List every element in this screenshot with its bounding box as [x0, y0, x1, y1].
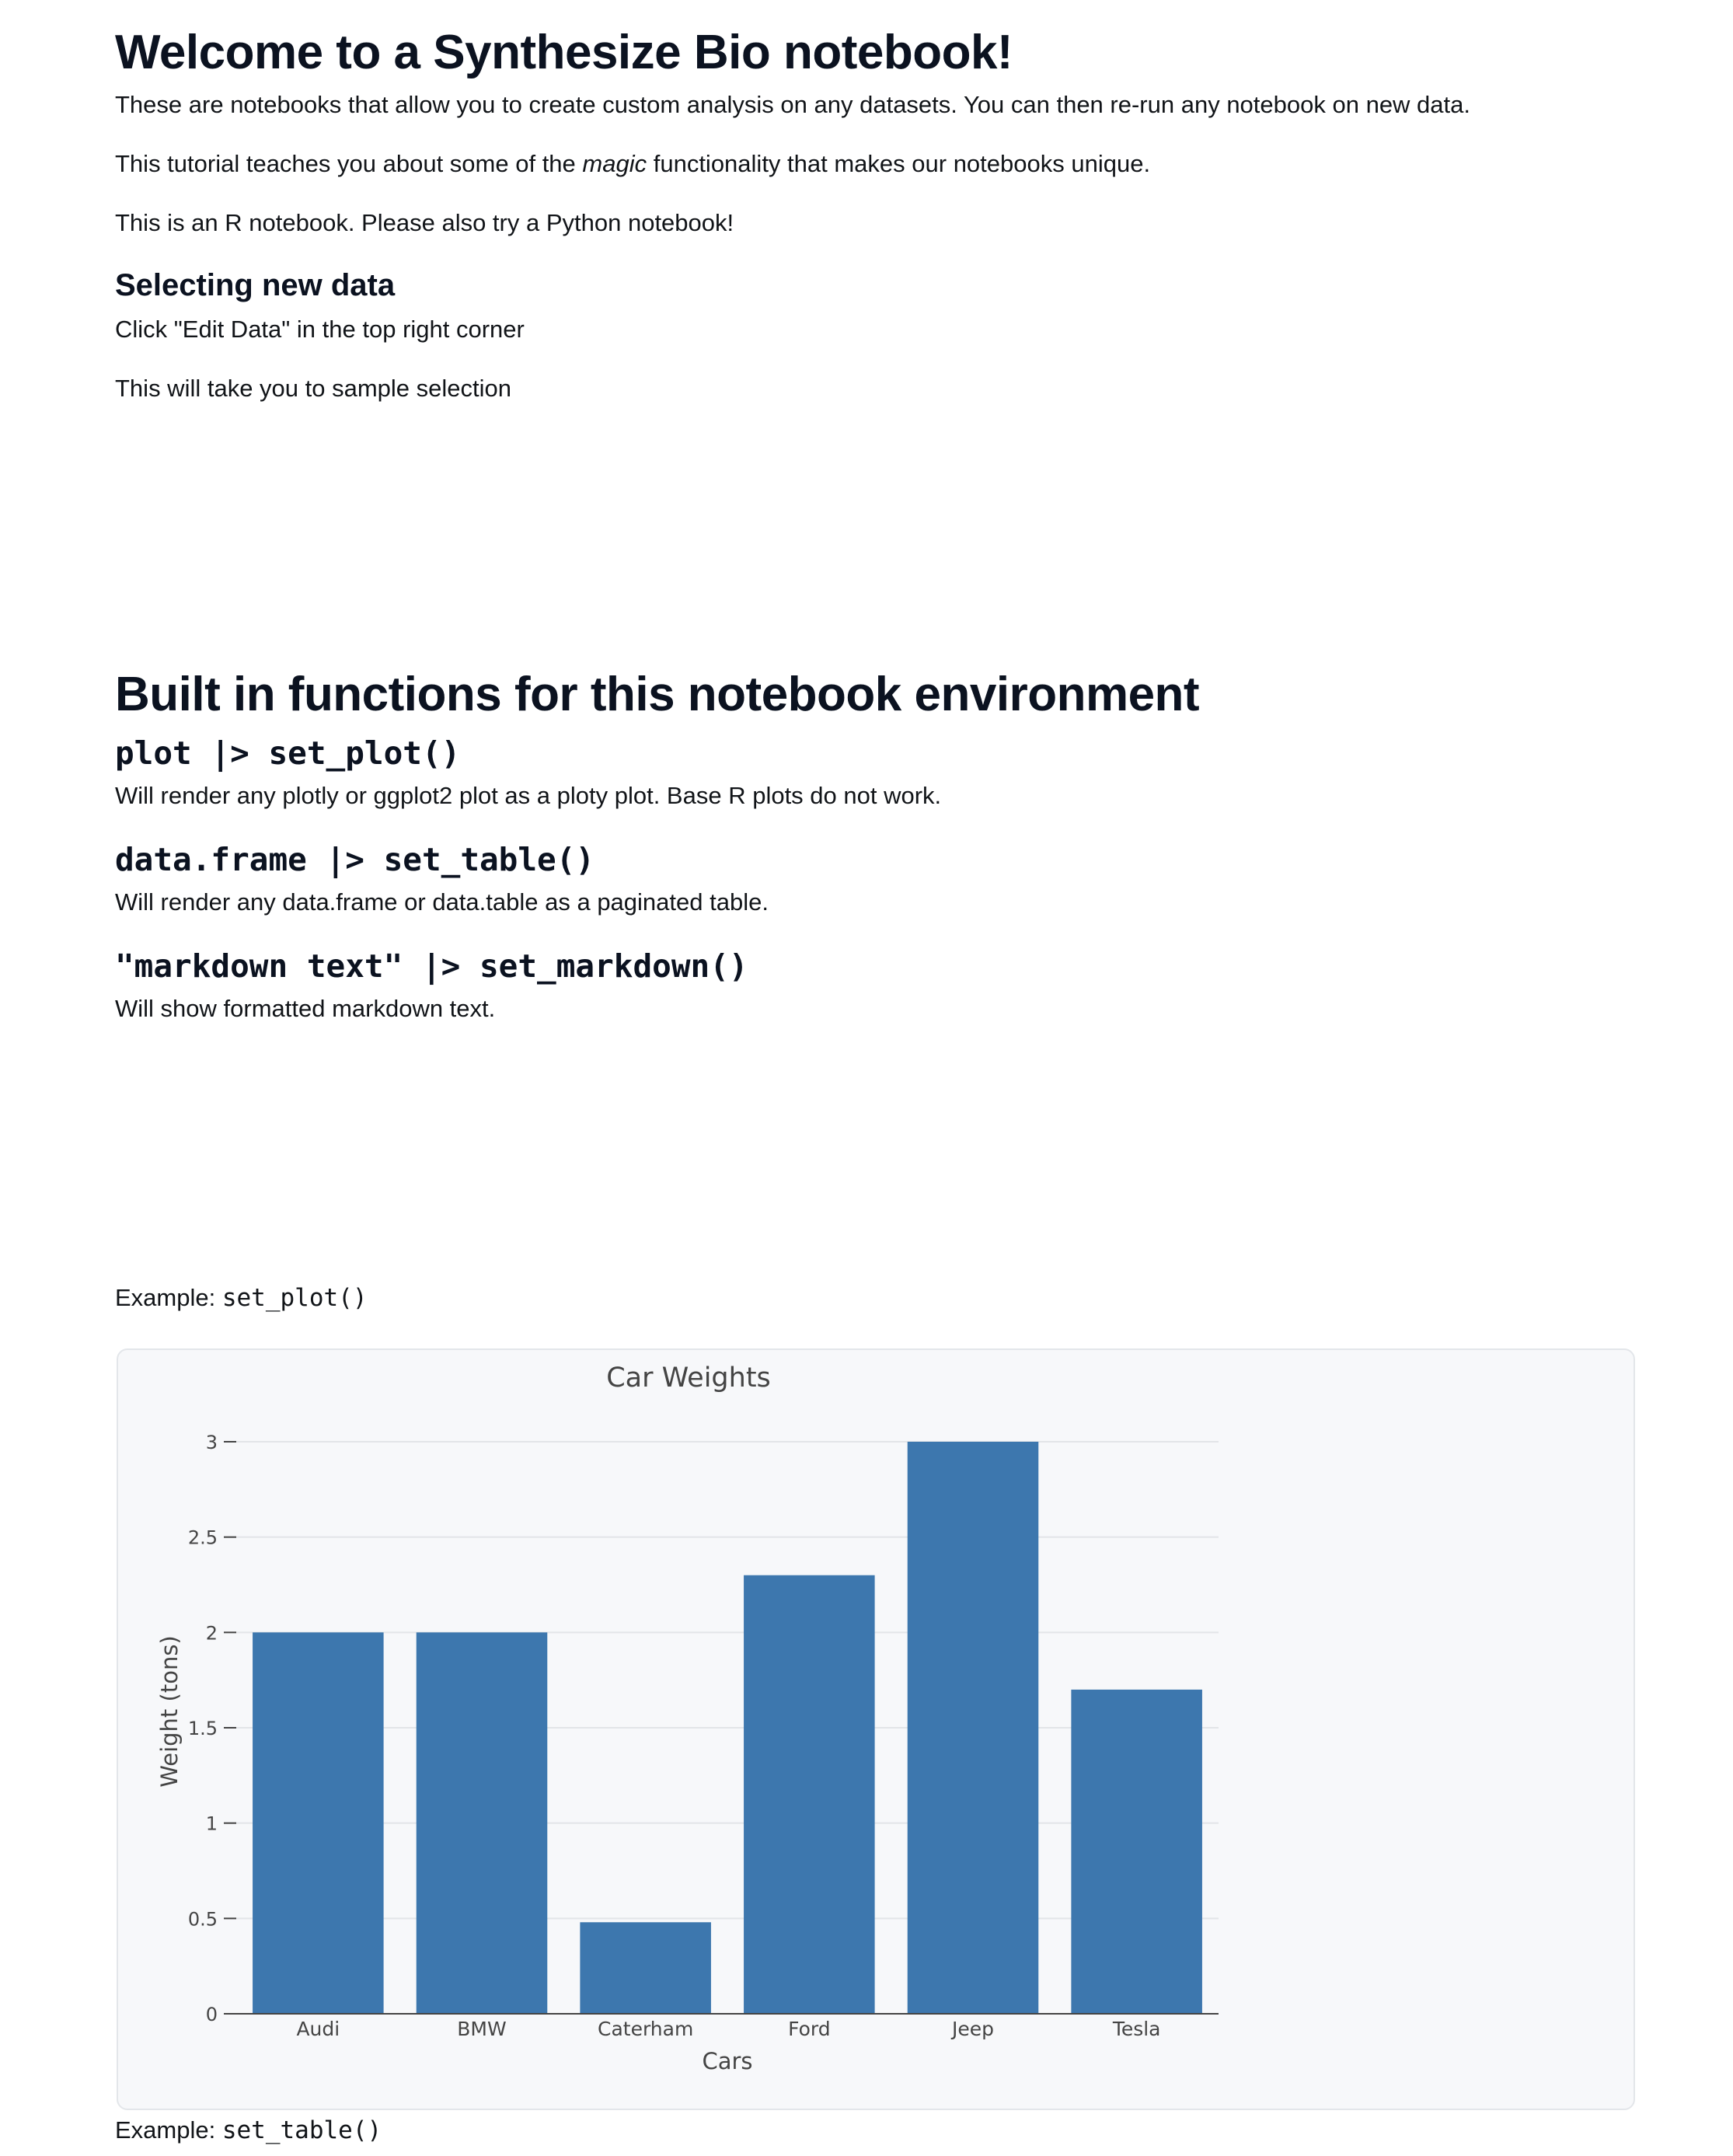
example-plot-prefix: Example: [115, 1284, 222, 1311]
example-table-prefix: Example: [115, 2116, 222, 2144]
tutorial-text-before: This tutorial teaches you about some of the [115, 150, 583, 177]
intro-paragraph: These are notebooks that allow you to create custom analysis on any datasets. You can then re-run any notebook on new data. [115, 91, 1471, 118]
example-table-code: set_table() [221, 2116, 382, 2144]
example-table-label [115, 2116, 382, 2144]
sample-selection-note: This will take you to sample selection [115, 375, 512, 402]
notebook-title: Welcome to a Synthesize Bio notebook! [115, 26, 1013, 79]
plot-container[interactable] [117, 1348, 1635, 2110]
y-tick-label: 2.5 [187, 1526, 218, 1549]
set-markdown-description: Will show formatted markdown text. [115, 995, 496, 1022]
chart-title: Car Weights [606, 1362, 771, 1394]
x-tick-label: Jeep [951, 2018, 995, 2040]
bar-ford[interactable] [744, 1575, 875, 2014]
edit-data-instruction: Click "Edit Data" in the top right corner [115, 316, 525, 343]
set-table-signature: data.frame |> set_table() [115, 841, 595, 878]
bar-audi[interactable] [253, 1632, 384, 2014]
y-axis-label: Weight (tons) [156, 1635, 183, 1788]
set-plot-description: Will render any plotly or ggplot2 plot as a ploty plot. Base R plots do not work. [115, 782, 942, 809]
example-plot-label [115, 1284, 367, 1312]
y-tick-label: 1 [205, 1812, 218, 1835]
set-plot-signature: plot |> set_plot() [115, 734, 461, 772]
tutorial-paragraph [115, 150, 1150, 178]
x-axis-label: Cars [702, 2048, 753, 2074]
y-tick-label: 2 [205, 1622, 218, 1645]
builtins-heading: Built in functions for this notebook environment [115, 668, 1200, 721]
x-tick-label: BMW [457, 2018, 507, 2040]
magic-emphasis: magic [582, 150, 647, 177]
set-markdown-signature: "markdown text" |> set_markdown() [115, 947, 748, 985]
car-weights-chart[interactable] [118, 1350, 1634, 2109]
tutorial-text-after: functionality that makes our notebooks unique. [647, 150, 1151, 177]
bar-tesla[interactable] [1071, 1690, 1202, 2014]
x-tick-label: Audi [296, 2018, 340, 2040]
bar-jeep[interactable] [908, 1442, 1039, 2014]
y-tick-label: 1.5 [187, 1718, 218, 1739]
x-tick-label: Caterham [598, 2018, 694, 2040]
y-tick-label: 0 [205, 2004, 218, 2025]
x-tick-label: Ford [788, 2018, 831, 2040]
example-plot-code: set_plot() [221, 1284, 368, 1312]
set-table-description: Will render any data.frame or data.table as a paginated table. [115, 888, 769, 916]
r-notebook-note: This is an R notebook. Please also try a Python notebook! [115, 209, 734, 236]
x-tick-label: Tesla [1112, 2018, 1161, 2040]
bar-bmw[interactable] [417, 1632, 548, 2014]
selecting-data-heading: Selecting new data [115, 268, 396, 302]
y-tick-label: 3 [205, 1432, 218, 1453]
bar-caterham[interactable] [580, 1922, 711, 2014]
y-tick-label: 0.5 [187, 1908, 218, 1931]
